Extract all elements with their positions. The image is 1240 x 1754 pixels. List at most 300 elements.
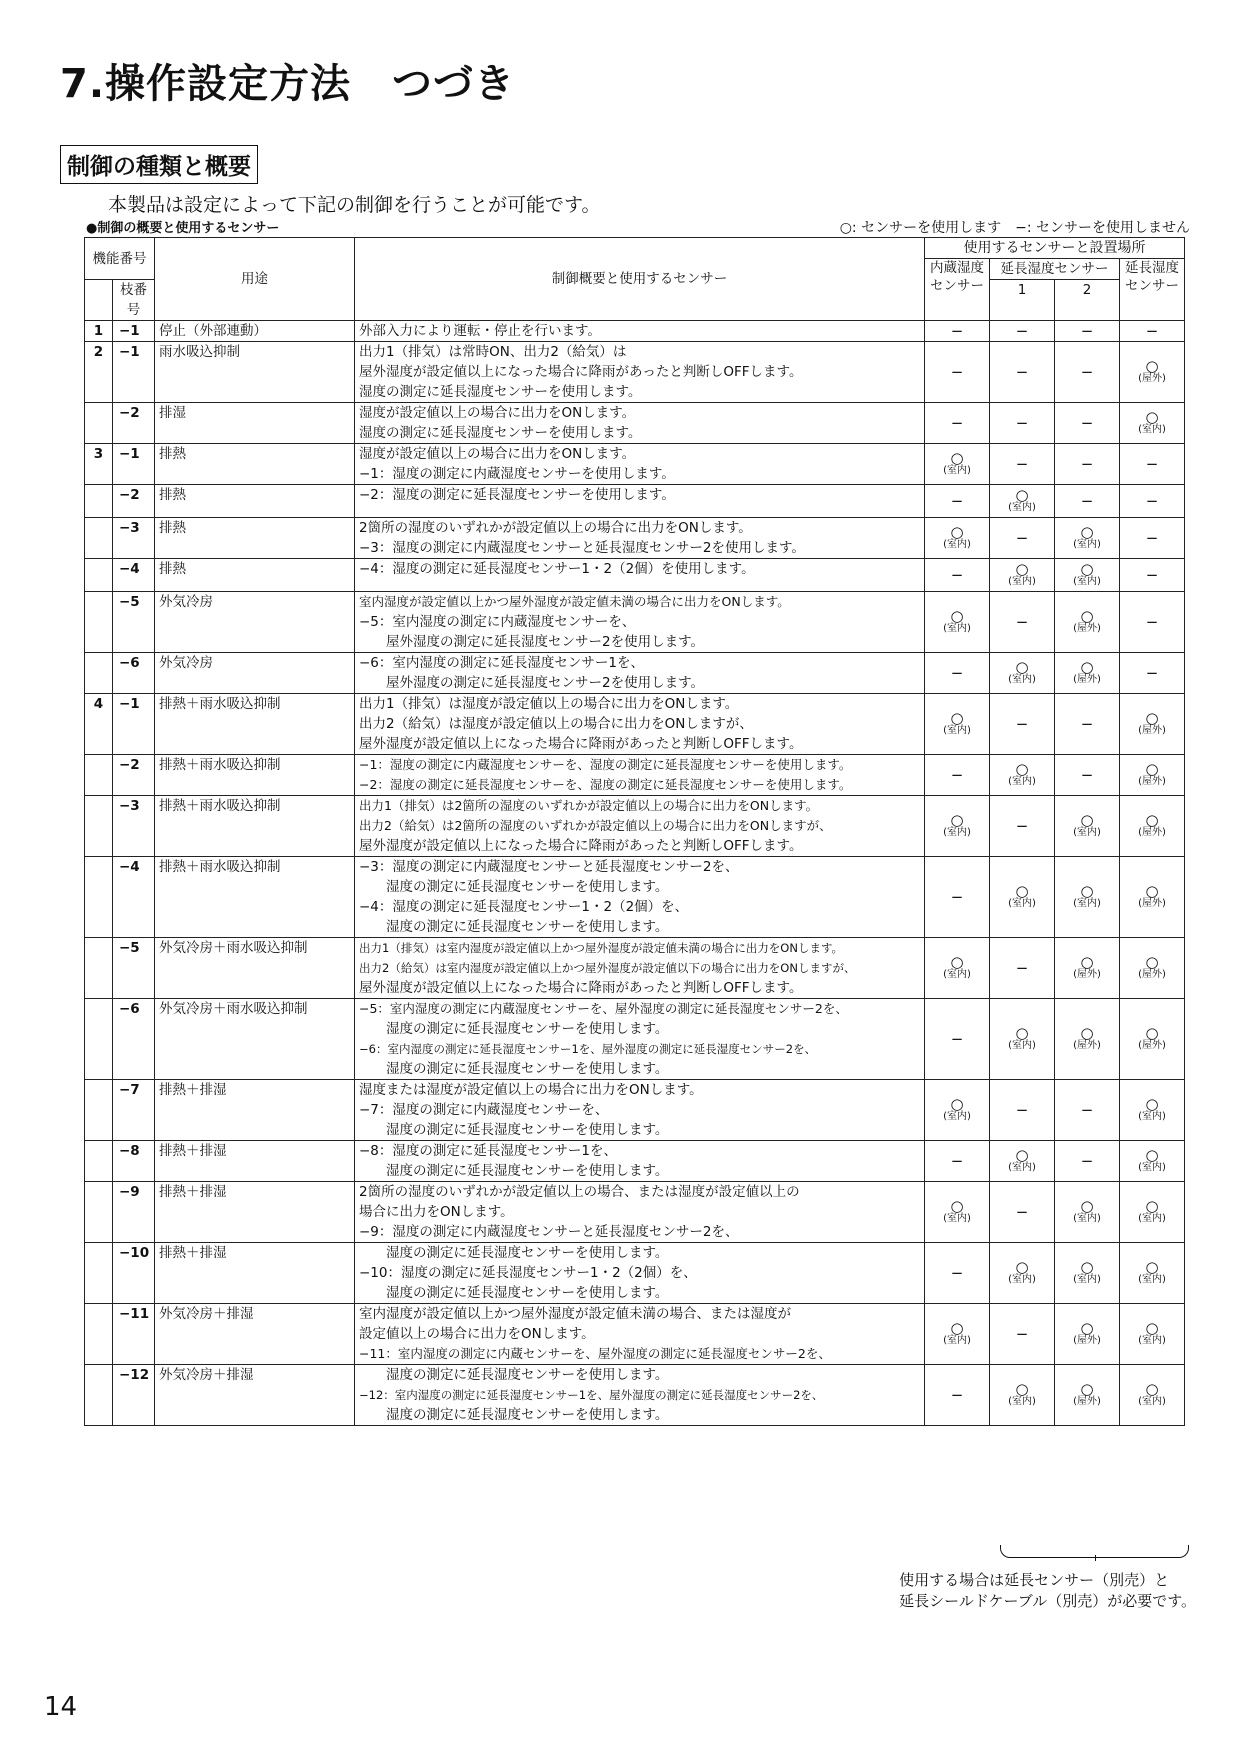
description-line: 設定値以上の場合に出力をONします。 (359, 1326, 595, 1342)
sensor-symbol: ○ (950, 811, 964, 829)
table-row (85, 938, 1185, 999)
branch-number: −6 (113, 999, 155, 1080)
section-heading: 制御の種類と概要 (60, 145, 258, 184)
col-blank (85, 280, 113, 321)
branch-number: −3 (113, 796, 155, 857)
sensor-location: (室内) (1073, 539, 1101, 550)
description-line: 出力2（給気）は室内湿度が設定値以上かつ屋外湿度が設定値以下の場合に出力をONしますが、 (359, 961, 856, 975)
usage-cell: 排熱 (155, 485, 355, 518)
description-cell (355, 857, 925, 938)
sensor-location: (室内) (1138, 1213, 1166, 1224)
sensor-mark (990, 321, 1055, 342)
usage-cell: 外気冷房＋排湿 (155, 1365, 355, 1426)
table-row (85, 653, 1185, 694)
func-number (85, 1182, 113, 1243)
control-table (84, 237, 1185, 1426)
sensor-symbol: − (1015, 529, 1029, 547)
sensor-brace (1000, 1545, 1189, 1558)
table-row (85, 1304, 1185, 1365)
sensor-location: (室内) (1073, 898, 1101, 909)
sensor-symbol: − (950, 888, 964, 906)
sensor-mark (925, 999, 990, 1080)
branch-number: −5 (113, 938, 155, 999)
sensor-mark (990, 938, 1055, 999)
sensor-mark (1055, 1304, 1120, 1365)
sensor-symbol: ○ (1145, 760, 1159, 778)
sensor-symbol: − (950, 664, 964, 682)
description-line: −5：室内湿度の測定に内蔵湿度センサーを、屋外湿度の測定に延長湿度センサー2を、 (359, 1001, 848, 1016)
sensor-location: (室内) (1008, 674, 1036, 685)
sensor-symbol: ○ (1015, 658, 1029, 676)
sensor-location: (室内) (1008, 1040, 1036, 1051)
sensor-mark (990, 694, 1055, 755)
sensor-mark (1055, 342, 1120, 403)
table-row (85, 1243, 1185, 1304)
sensor-symbol: ○ (950, 709, 964, 727)
col-naizou: 内蔵湿度センサー (925, 259, 990, 321)
description-line: −6：室内湿度の測定に延長湿度センサー1を、屋外湿度の測定に延長湿度センサー2を、 (359, 1042, 817, 1056)
table-row (85, 485, 1185, 518)
sensor-symbol: − (1015, 1325, 1029, 1343)
sensor-mark (990, 403, 1055, 444)
sensor-symbol: ○ (1015, 1146, 1029, 1164)
table-row (85, 592, 1185, 653)
description-line: −11：室内湿度の測定に内蔵センサーを、屋外湿度の測定に延長湿度センサー2を、 (359, 1346, 831, 1361)
description-line: 出力2（給気）は2箇所の湿度のいずれかが設定値以上の場合に出力をONしますが、 (359, 818, 832, 833)
sensor-mark (925, 1304, 990, 1365)
description-line: 出力1（排気）は常時ON、出力2（給気）は (359, 344, 627, 360)
sensor-symbol: ○ (1080, 882, 1094, 900)
description-line: 湿度の測定に延長湿度センサーを使用します。 (359, 879, 669, 895)
table-row (85, 342, 1185, 403)
description-line: −6：室内湿度の測定に延長湿度センサー1を、 (359, 655, 644, 671)
sensor-mark (1055, 857, 1120, 938)
description-cell (355, 1080, 925, 1141)
description-cell (355, 444, 925, 485)
description-line: 屋外湿度が設定値以上になった場合に降雨があったと判断しOFFします。 (359, 364, 803, 380)
sensor-mark (925, 1141, 990, 1182)
sensor-symbol: − (950, 492, 964, 510)
sensor-mark (925, 403, 990, 444)
sensor-mark (990, 796, 1055, 857)
description-line: 湿度が設定値以上の場合に出力をONします。 (359, 405, 636, 421)
sensor-mark (925, 321, 990, 342)
sensor-mark (1055, 694, 1120, 755)
sensor-location: (室内) (1138, 424, 1166, 435)
sensor-symbol: ○ (950, 953, 964, 971)
usage-cell: 排熱 (155, 444, 355, 485)
sensor-location: (室内) (943, 1335, 971, 1346)
sensor-mark (990, 592, 1055, 653)
footnote-line: 使用する場合は延長センサー（別売）と (899, 1571, 1170, 1589)
sensor-symbol: ○ (950, 1095, 964, 1113)
sensor-location: (屋外) (1138, 776, 1166, 787)
table-row (85, 1141, 1185, 1182)
func-number (85, 796, 113, 857)
sensor-location: (室内) (1073, 576, 1101, 587)
sensor-location: (室内) (943, 1213, 971, 1224)
description-line: 湿度の測定に延長湿度センサーを使用します。 (359, 1122, 669, 1138)
sensor-mark (925, 559, 990, 592)
sensor-mark (1120, 444, 1185, 485)
sensor-symbol: ○ (1145, 357, 1159, 375)
sensor-location: (屋外) (1138, 898, 1166, 909)
sensor-mark (1055, 1080, 1120, 1141)
description-line: 湿度の測定に延長湿度センサーを使用します。 (359, 1367, 669, 1383)
sensor-location: (室内) (1008, 1162, 1036, 1173)
sensor-symbol: ○ (1080, 1319, 1094, 1337)
branch-number: −2 (113, 403, 155, 444)
sensor-symbol: ○ (1080, 607, 1094, 625)
description-line: −5：室内湿度の測定に内蔵湿度センサーを、 (359, 614, 636, 630)
sensor-symbol: ○ (950, 1319, 964, 1337)
sensor-location: (室内) (943, 539, 971, 550)
sensor-mark (1055, 485, 1120, 518)
description-line: 湿度の測定に延長湿度センサーを使用します。 (359, 425, 642, 441)
sensor-mark (1055, 1141, 1120, 1182)
control-table-wrap (84, 237, 1185, 1426)
sensor-symbol: ○ (1080, 1197, 1094, 1215)
sensor-symbol: − (1015, 1203, 1029, 1221)
sensor-mark (990, 1243, 1055, 1304)
description-line: −2：湿度の測定に延長湿度センサーを、湿度の測定に延長湿度センサーを使用します。 (359, 777, 852, 792)
intro-text: 本製品は設定によって下記の制御を行うことが可能です。 (108, 194, 601, 216)
description-line: −1：湿度の測定に内蔵湿度センサーを、湿度の測定に延長湿度センサーを使用します。 (359, 757, 852, 772)
usage-cell: 外気冷房＋雨水吸込抑制 (155, 938, 355, 999)
sensor-symbol: − (1015, 1101, 1029, 1119)
sensor-symbol: − (950, 363, 964, 381)
sensor-mark (925, 755, 990, 796)
sensor-location: (屋外) (1073, 1040, 1101, 1051)
func-number (85, 857, 113, 938)
usage-cell: 外気冷房＋雨水吸込抑制 (155, 999, 355, 1080)
func-number (85, 518, 113, 559)
sensor-location: (屋外) (1138, 1040, 1166, 1051)
description-line: 湿度の測定に延長湿度センサーを使用します。 (359, 1285, 669, 1301)
sensor-mark (990, 1141, 1055, 1182)
branch-number: −1 (113, 444, 155, 485)
sensor-symbol: ○ (1145, 709, 1159, 727)
sensor-mark (925, 485, 990, 518)
col-eda: 枝番号 (113, 280, 155, 321)
branch-number: −2 (113, 485, 155, 518)
sensor-mark (1120, 755, 1185, 796)
table-row (85, 755, 1185, 796)
branch-number: −1 (113, 342, 155, 403)
sensor-symbol: ○ (1145, 1095, 1159, 1113)
sensor-symbol: − (1080, 766, 1094, 784)
usage-cell: 外気冷房＋排湿 (155, 1304, 355, 1365)
sensor-location: (室内) (1138, 1111, 1166, 1122)
sensor-mark (1120, 999, 1185, 1080)
description-cell (355, 342, 925, 403)
sensor-mark (990, 1080, 1055, 1141)
sensor-mark (1055, 999, 1120, 1080)
sensor-location: (室内) (1073, 1274, 1101, 1285)
col-kinou: 機能番号 (85, 238, 155, 280)
func-number (85, 403, 113, 444)
sensor-symbol: − (1015, 363, 1029, 381)
sensor-mark (1120, 1080, 1185, 1141)
table-row (85, 1080, 1185, 1141)
table-body (85, 321, 1185, 1426)
sensor-location: (屋外) (1073, 969, 1101, 980)
sensor-symbol: ○ (1080, 658, 1094, 676)
sensor-mark (1055, 755, 1120, 796)
sensor-mark (1055, 592, 1120, 653)
table-row (85, 694, 1185, 755)
description-cell (355, 694, 925, 755)
sensor-symbol: − (1015, 959, 1029, 977)
description-cell (355, 518, 925, 559)
description-cell (355, 796, 925, 857)
func-number (85, 559, 113, 592)
sensor-symbol: − (1080, 322, 1094, 340)
sensor-mark (990, 653, 1055, 694)
description-cell (355, 592, 925, 653)
sensor-mark (990, 485, 1055, 518)
description-line: 出力1（排気）は室内湿度が設定値以上かつ屋外湿度が設定値未満の場合に出力をONします。 (359, 941, 844, 955)
sensor-location: (室内) (1073, 827, 1101, 838)
sensor-location: (室内) (943, 725, 971, 736)
sensor-symbol: − (950, 566, 964, 584)
usage-cell: 排湿 (155, 403, 355, 444)
sensor-symbol: − (1015, 715, 1029, 733)
table-row (85, 444, 1185, 485)
sensor-symbol: ○ (1080, 1258, 1094, 1276)
sensor-mark (1120, 1243, 1185, 1304)
func-number: 4 (85, 694, 113, 755)
sensor-location: (室内) (1008, 576, 1036, 587)
sensor-location: (室内) (943, 827, 971, 838)
sensor-location: (室内) (1138, 1335, 1166, 1346)
usage-cell: 外気冷房 (155, 653, 355, 694)
sensor-location: (屋外) (1138, 969, 1166, 980)
sensor-symbol: ○ (1015, 1024, 1029, 1042)
sensor-mark (1055, 403, 1120, 444)
func-number (85, 592, 113, 653)
description-line: 室内湿度が設定値以上かつ屋外湿度が設定値未満の場合に出力をONします。 (359, 594, 790, 609)
func-number (85, 1304, 113, 1365)
sensor-symbol: − (950, 414, 964, 432)
usage-cell: 排熱＋雨水吸込抑制 (155, 796, 355, 857)
sensor-symbol: − (1080, 455, 1094, 473)
branch-number: −11 (113, 1304, 155, 1365)
usage-cell: 排熱 (155, 518, 355, 559)
sensor-symbol: − (1145, 529, 1159, 547)
description-line: 湿度の測定に延長湿度センサーを使用します。 (359, 1061, 669, 1077)
description-line: 出力1（排気）は湿度が設定値以上の場合に出力をONします。 (359, 696, 739, 712)
sensor-symbol: ○ (1145, 1258, 1159, 1276)
sensor-mark (1120, 342, 1185, 403)
sensor-symbol: − (1015, 322, 1029, 340)
sensor-mark (1120, 796, 1185, 857)
description-line: 湿度が設定値以上の場合に出力をONします。 (359, 446, 636, 462)
sensor-location: (屋外) (1073, 674, 1101, 685)
sensor-mark (990, 342, 1055, 403)
branch-number: −7 (113, 1080, 155, 1141)
sensor-mark (1120, 938, 1185, 999)
sensor-mark (990, 1304, 1055, 1365)
sensor-symbol: − (1015, 455, 1029, 473)
sensor-mark (925, 796, 990, 857)
sensor-symbol: − (1145, 492, 1159, 510)
sensor-mark (925, 653, 990, 694)
table-row (85, 796, 1185, 857)
sensor-mark (1120, 1304, 1185, 1365)
sensor-symbol: − (1145, 613, 1159, 631)
description-cell (355, 1141, 925, 1182)
col-gaiyou: 制御概要と使用するセンサー (355, 238, 925, 321)
description-line: 2箇所の湿度のいずれかが設定値以上の場合に出力をONします。 (359, 520, 752, 536)
sensor-mark (1055, 653, 1120, 694)
func-number (85, 938, 113, 999)
sensor-mark (990, 444, 1055, 485)
description-line: 湿度の測定に延長湿度センサーを使用します。 (359, 384, 642, 400)
table-row (85, 999, 1185, 1080)
sensor-location: (屋外) (1138, 373, 1166, 384)
func-number: 1 (85, 321, 113, 342)
sensor-mark (1120, 321, 1185, 342)
description-line: 室内湿度が設定値以上かつ屋外湿度が設定値未満の場合、または湿度が (359, 1306, 791, 1322)
sensor-location: (室内) (1073, 1213, 1101, 1224)
sensor-symbol: ○ (1080, 1380, 1094, 1398)
sensor-location: (屋外) (1138, 725, 1166, 736)
sensor-location: (屋外) (1073, 1335, 1101, 1346)
col-n1: 1 (990, 280, 1055, 321)
sensor-mark (1120, 518, 1185, 559)
usage-cell: 排熱 (155, 559, 355, 592)
description-line: 屋外湿度が設定値以上になった場合に降雨があったと判断しOFFします。 (359, 736, 803, 752)
sensor-symbol: ○ (950, 449, 964, 467)
sensor-symbol: ○ (1145, 1197, 1159, 1215)
usage-cell: 停止（外部連動） (155, 321, 355, 342)
func-number (85, 1365, 113, 1426)
sensor-location: (室内) (1138, 1396, 1166, 1407)
sensor-symbol: − (1080, 363, 1094, 381)
sensor-mark (1055, 321, 1120, 342)
branch-number: −4 (113, 857, 155, 938)
sensor-mark (990, 518, 1055, 559)
sensor-mark (1055, 1243, 1120, 1304)
sensor-symbol: − (1145, 455, 1159, 473)
sensor-symbol: ○ (1145, 811, 1159, 829)
func-number (85, 1141, 113, 1182)
description-cell (355, 1182, 925, 1243)
branch-number: −1 (113, 694, 155, 755)
description-line: −4：湿度の測定に延長湿度センサー1・2（2個）を使用します。 (359, 561, 755, 577)
description-line: 出力2（給気）は湿度が設定値以上の場合に出力をONしますが、 (359, 716, 753, 732)
description-line: −12：室内湿度の測定に延長湿度センサー1を、屋外湿度の測定に延長湿度センサー2を、 (359, 1388, 824, 1402)
description-cell (355, 559, 925, 592)
func-number (85, 485, 113, 518)
description-line: 外部入力により運転・停止を行います。 (359, 323, 601, 339)
description-cell (355, 485, 925, 518)
sensor-mark (925, 1243, 990, 1304)
sensor-symbol: − (1080, 1152, 1094, 1170)
sensor-symbol: − (950, 1030, 964, 1048)
description-cell (355, 938, 925, 999)
table-row (85, 518, 1185, 559)
sensor-symbol: − (950, 1386, 964, 1404)
sensor-mark (1120, 857, 1185, 938)
description-cell (355, 653, 925, 694)
branch-number: −2 (113, 755, 155, 796)
sensor-mark (1120, 559, 1185, 592)
sensor-location: (室内) (1008, 502, 1036, 513)
description-cell (355, 999, 925, 1080)
sensor-mark (990, 1182, 1055, 1243)
description-line: −8：湿度の測定に延長湿度センサー1を、 (359, 1143, 617, 1159)
usage-cell: 排熱＋雨水吸込抑制 (155, 694, 355, 755)
sensor-mark (990, 559, 1055, 592)
sensor-symbol: ○ (950, 523, 964, 541)
usage-cell: 排熱＋排湿 (155, 1243, 355, 1304)
sensor-symbol: ○ (1015, 1258, 1029, 1276)
sensor-symbol: ○ (1015, 882, 1029, 900)
sensor-location: (室内) (943, 969, 971, 980)
sensor-symbol: ○ (1080, 811, 1094, 829)
col-encho: 延長湿度センサー (990, 259, 1120, 280)
sensor-symbol: ○ (1145, 1380, 1159, 1398)
sensor-location: (屋外) (1073, 623, 1101, 634)
description-line: 屋外湿度が設定値以上になった場合に降雨があったと判断しOFFします。 (359, 838, 803, 854)
description-line: 湿度の測定に延長湿度センサーを使用します。 (359, 1407, 669, 1423)
sensor-mark (1055, 444, 1120, 485)
usage-cell: 排熱＋排湿 (155, 1141, 355, 1182)
branch-number: −8 (113, 1141, 155, 1182)
sensor-location: (室内) (1008, 898, 1036, 909)
sensor-mark (1120, 592, 1185, 653)
description-line: 湿度の測定に延長湿度センサーを使用します。 (359, 1163, 669, 1179)
description-line: 屋外湿度の測定に延長湿度センサー2を使用します。 (359, 675, 705, 691)
sensor-symbol: ○ (1080, 523, 1094, 541)
branch-number: −1 (113, 321, 155, 342)
description-cell (355, 403, 925, 444)
sensor-symbol: − (950, 766, 964, 784)
sensor-symbol: − (950, 322, 964, 340)
sensor-location: (室内) (1138, 1274, 1166, 1285)
sensor-location: (室内) (1008, 1396, 1036, 1407)
description-line: 2箇所の湿度のいずれかが設定値以上の場合、または湿度が設定値以上の (359, 1184, 800, 1200)
branch-number: −12 (113, 1365, 155, 1426)
sensor-mark (1055, 938, 1120, 999)
branch-number: −6 (113, 653, 155, 694)
sensor-mark (990, 999, 1055, 1080)
sensor-mark (1120, 485, 1185, 518)
description-line: 湿度の測定に延長湿度センサーを使用します。 (359, 1021, 669, 1037)
description-line: −4：湿度の測定に延長湿度センサー1・2（2個）を、 (359, 899, 689, 915)
sensor-symbol: ○ (1080, 953, 1094, 971)
description-line: −7：湿度の測定に内蔵湿度センサーを、 (359, 1102, 609, 1118)
description-line: 屋外湿度が設定値以上になった場合に降雨があったと判断しOFFします。 (359, 980, 803, 996)
branch-number: −9 (113, 1182, 155, 1243)
func-number (85, 999, 113, 1080)
sensor-symbol: − (1015, 613, 1029, 631)
sensor-symbol: − (1015, 414, 1029, 432)
sensor-mark (925, 342, 990, 403)
sensor-mark (1055, 1365, 1120, 1426)
sensor-symbol: ○ (1145, 1319, 1159, 1337)
func-number (85, 1080, 113, 1141)
description-line: −1：湿度の測定に内蔵湿度センサーを使用します。 (359, 466, 675, 482)
sensor-mark (990, 755, 1055, 796)
sensor-mark (1120, 694, 1185, 755)
sensor-symbol: − (950, 1152, 964, 1170)
sensor-symbol: ○ (950, 607, 964, 625)
sensor-symbol: ○ (1145, 1024, 1159, 1042)
usage-cell: 排熱＋排湿 (155, 1080, 355, 1141)
